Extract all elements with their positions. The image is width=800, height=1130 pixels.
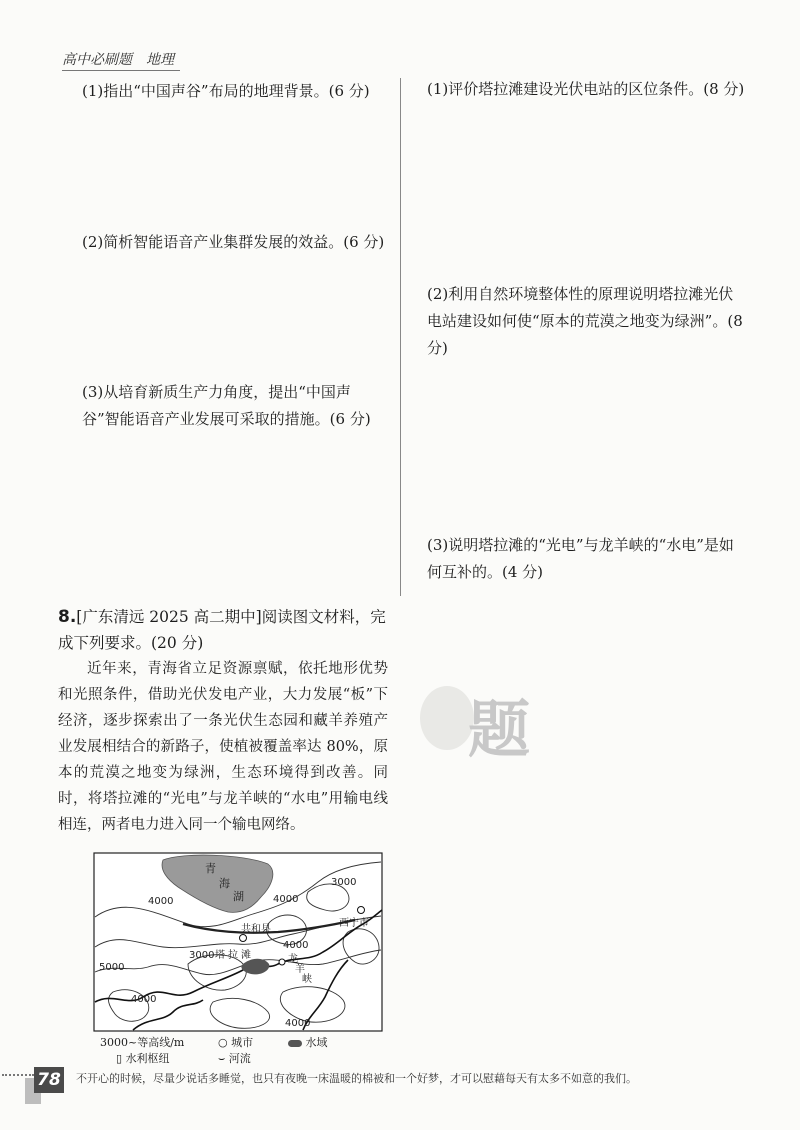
longyang-label-1: 龙: [288, 954, 298, 965]
contour-label-4000-n: 4000: [273, 894, 299, 905]
gonghe-city-marker: [240, 935, 247, 942]
watermark-char: 题: [468, 693, 527, 766]
running-header: 高中必刷题 地理: [62, 52, 174, 68]
legend-city-label: 城市: [231, 1036, 254, 1049]
footer-quote: 不开心的时候，尽量少说话多睡觉，也只有夜晚一床温暖的棉被和一个好梦，才可以慰藉每天有太多不如意的我们。: [76, 1072, 637, 1085]
contour-label-4000-w: 4000: [148, 896, 174, 907]
legend-city: [218, 1035, 253, 1050]
question-8-1: (1)评价塔拉滩建设光伏电站的区位条件。(8 分): [427, 80, 745, 98]
contour-label-3000-ne: 3000: [331, 877, 357, 888]
city-icon: ○: [218, 1036, 228, 1049]
water-area-icon: [288, 1040, 302, 1047]
river-icon: ⌣: [218, 1052, 226, 1065]
gonghe-label: 共和县: [241, 924, 271, 935]
legend-river: [218, 1051, 251, 1066]
xining-label: 西宁市: [339, 918, 369, 929]
header-rule: [62, 70, 180, 71]
tala-label-1: 塔: [215, 950, 225, 961]
footer-dots: [2, 1074, 34, 1076]
contour-label-3000-c: 3000: [189, 950, 215, 961]
tala-label-2: 拉: [228, 950, 238, 961]
question-8-3: (3)说明塔拉滩的“光电”与龙羊峡的“水电”是如何互补的。(4 分): [427, 536, 734, 581]
watermark-blob: [420, 686, 474, 750]
contour-label-4000-s: 4000: [285, 1018, 311, 1029]
question-stem-text: [广东清远 2025 高二期中]阅读图文材料，完成下列要求。(20 分): [58, 608, 386, 652]
dam-marker: [279, 959, 285, 965]
question-7-3: (3)从培育新质生产力角度，提出“中国声谷”智能语音产业发展可采取的措施。(6 分): [82, 383, 371, 428]
question-number: 8.: [58, 607, 77, 627]
watermark: [430, 682, 540, 766]
longyang-label-2: 羊: [295, 964, 305, 975]
lake-label-2: 海: [219, 877, 230, 890]
legend-water-label: 水域: [305, 1036, 328, 1049]
xining-city-marker: [358, 907, 365, 914]
tala-label-3: 滩: [241, 950, 251, 961]
qinghai-map: [93, 852, 383, 1032]
legend-dam: [116, 1051, 170, 1066]
contour-label-4000-sw: 4000: [131, 994, 157, 1005]
lake-label-1: 青: [205, 862, 216, 875]
dam-icon: ▯: [116, 1052, 123, 1065]
contour-label-4000-c: 4000: [283, 940, 309, 951]
reading-passage: 近年来，青海省立足资源禀赋，依托地形优势和光照条件，借助光伏发电产业，大力发展“板”下经济，逐步探索出了一条光伏生态园和藏羊养殖产业发展相结合的新路子，使植被覆盖率达 80%，原本的荒漠之地变为绿洲，生态环境得到改善。同时，将塔拉滩的“光电”与龙羊峡的“水电”用输电线相连，两者电力进入同一个输电网络。: [58, 661, 388, 833]
question-7-1: (1)指出“中国声谷”布局的地理背景。(6 分): [82, 82, 370, 100]
legend-contour: 3000~等高线/m: [100, 1036, 185, 1049]
page-number: 78: [34, 1067, 64, 1093]
column-divider: [400, 78, 401, 596]
question-8-stem: [58, 604, 388, 656]
question-8-2: (2)利用自然环境整体性的原理说明塔拉滩光伏电站建设如何使“原本的荒漠之地变为绿洲”。(8 分): [427, 285, 743, 357]
lake-label-3: 湖: [233, 890, 244, 903]
question-7-2: (2)简析智能语音产业集群发展的效益。(6 分): [82, 233, 385, 251]
legend-dam-label: 水利枢纽: [125, 1052, 170, 1065]
contour-label-5000: 5000: [99, 962, 125, 973]
legend-river-label: 河流: [228, 1052, 251, 1065]
legend-water: [288, 1035, 328, 1050]
longyang-label-3: 峡: [302, 974, 312, 985]
